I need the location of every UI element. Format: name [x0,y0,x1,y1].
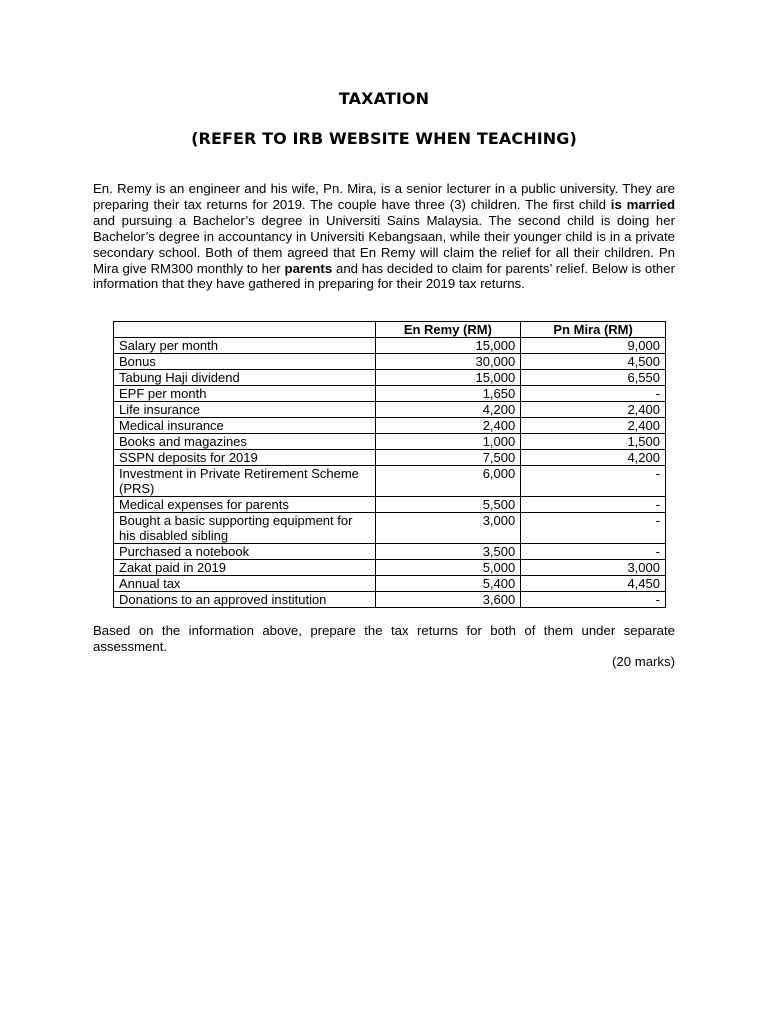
mira-value: - [521,386,666,402]
income-table [113,321,666,608]
row-label: Zakat paid in 2019 [114,560,376,576]
remy-value: 30,000 [375,354,521,370]
remy-value: 15,000 [375,370,521,386]
row-label: Medical expenses for parents [114,497,376,513]
remy-value: 5,500 [375,497,521,513]
remy-value: 2,400 [375,418,521,434]
intro-bold-parents: parents [284,260,333,276]
row-label: Tabung Haji dividend [114,370,376,386]
table-row [114,560,666,576]
intro-bold-married: is married [610,196,675,212]
remy-value: 5,400 [375,576,521,592]
intro-text-3: and has decided to claim for parents’ relief. Below is other information that they have gathered in preparing for their 2019 tax returns. [93,260,675,292]
mira-value: 4,500 [521,354,666,370]
mira-value: - [521,497,666,513]
table-row [114,338,666,354]
remy-value: 7,500 [375,450,521,466]
intro-text-1: En. Remy is an engineer and his wife, Pn. Mira, is a senior lecturer in a public university. They are preparing their tax returns for 2019. The couple have three (3) children. The first child [93,181,675,212]
table-row [114,434,666,450]
mira-value: 2,400 [521,418,666,434]
question-text: Based on the information above, prepare the tax returns for both of them under separate assessment. [93,623,675,654]
table-row [114,576,666,592]
header-item [114,322,376,338]
mira-value: 3,000 [521,560,666,576]
table-row [114,418,666,434]
marks-label: (20 marks) [611,654,675,669]
row-label: Life insurance [114,402,376,418]
intro-text-2: and pursuing a Bachelor’s degree in Universiti Sains Malaysia. The second child is doing her Bachelor’s degree in accountancy in Universiti Kebangsaan, while their younger child is in a private secondary school. Both of them agreed that En Remy will claim the relief for all their children. Pn Mira give RM300 monthly to her [93,212,675,276]
mira-value: - [521,544,666,560]
row-label: SSPN deposits for 2019 [114,450,376,466]
table-row [114,513,666,544]
header-en-remy: En Remy (RM) [375,322,521,338]
remy-value: 3,600 [375,592,521,608]
table-row [114,450,666,466]
remy-value: 1,000 [375,434,521,450]
table-row [114,402,666,418]
row-label: Purchased a notebook [114,544,376,560]
row-label: Bonus [114,354,376,370]
mira-value: 4,200 [521,450,666,466]
row-label: Bought a basic supporting equipment for his disabled sibling [114,513,376,544]
row-label: Investment in Private Retirement Scheme (PRS) [114,466,376,497]
mira-value: 6,550 [521,370,666,386]
mira-value: - [521,466,666,497]
row-label: EPF per month [114,386,376,402]
remy-value: 3,000 [375,513,521,544]
table-row [114,370,666,386]
row-label: Salary per month [114,338,376,354]
header-pn-mira: Pn Mira (RM) [521,322,666,338]
page-title: TAXATION [338,89,430,108]
row-label: Donations to an approved institution [114,592,376,608]
row-label: Medical insurance [114,418,376,434]
intro-paragraph [93,181,675,292]
table-row [114,354,666,370]
remy-value: 6,000 [375,466,521,497]
table-row [114,386,666,402]
table-header-row [114,322,666,338]
remy-value: 15,000 [375,338,521,354]
remy-value: 5,000 [375,560,521,576]
table-row [114,497,666,513]
remy-value: 4,200 [375,402,521,418]
row-label: Annual tax [114,576,376,592]
mira-value: 1,500 [521,434,666,450]
table-row [114,544,666,560]
mira-value: - [521,513,666,544]
mira-value: 9,000 [521,338,666,354]
page-subtitle: (REFER TO IRB WEBSITE WHEN TEACHING) [191,129,577,148]
mira-value: 2,400 [521,402,666,418]
table-row [114,466,666,497]
remy-value: 3,500 [375,544,521,560]
table-row [114,592,666,608]
remy-value: 1,650 [375,386,521,402]
mira-value: - [521,592,666,608]
mira-value: 4,450 [521,576,666,592]
row-label: Books and magazines [114,434,376,450]
